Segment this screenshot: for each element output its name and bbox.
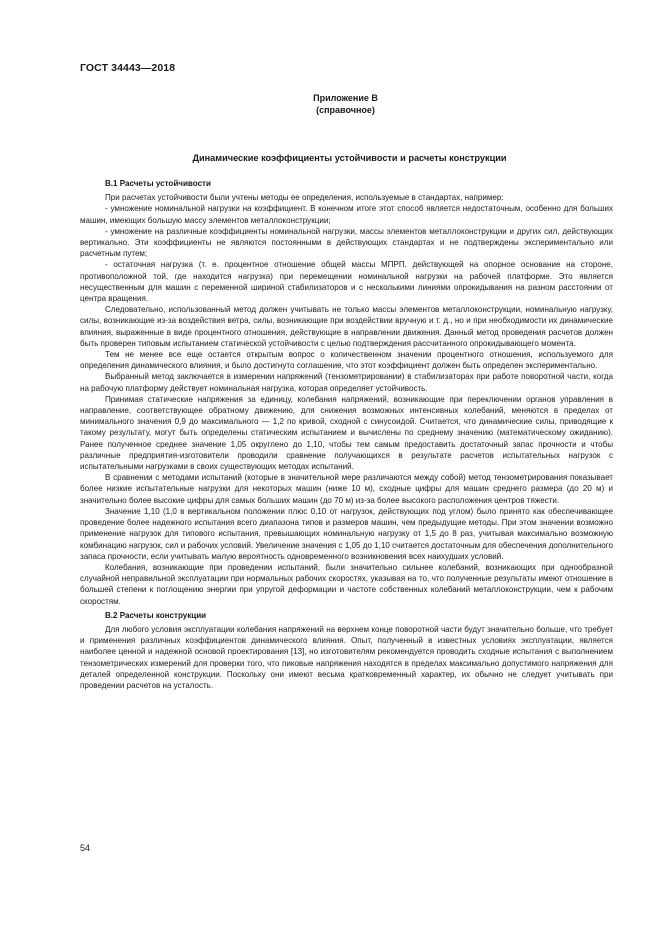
paragraph: Колебания, возникающие при проведении испытаний, были значительно сильнее колебаний, возникающих при однообразной случайной неправильной эксплуатации при нормальных рабочих скоростях, указывая на то, что полученные результаты имеют отношение в большей степени к поглощению энергии при упругой деформации и частоте собственных колебаний металлоконструкции, чем к рабочим скоростям.	[80, 562, 613, 606]
paragraph: - остаточная нагрузка (т. е. процентное отношение общей массы МПРП, действующей на опорное основание на стороне, противоположной той, где находится нагрузка) при перемещении номинальной нагрузки на рабочей платформе. Это является несущественным для машин с переменной шириной стабилизаторов и с несколькими линиями опрокидывания на разном расстоянии от центра вращения.	[80, 260, 613, 304]
section-heading-b2: В.2 Расчеты конструкции	[105, 610, 207, 620]
standard-header: ГОСТ 34443—2018	[80, 62, 176, 74]
appendix-label	[0, 92, 661, 116]
appendix-subtitle: (справочное)	[316, 105, 375, 115]
paragraph: Принимая статические напряжения за единицу, колебания напряжений, возникающие при переключении органов управления в направление, соответствующее обратному движению, для снижения возможных интенсивных колебаний, меняются в пределах от минимального значения 0,9 до максимального — 1,2 по кривой, сходной с синусоидой. Считается, что динамические силы, приводящие к такому результату, могут быть определены статическим испытанием и вычислены по среднему значению (математическому ожиданию). Ранее полученное среднее значение 1,05 округлено до 1,10, чтобы тем самым предоставить достаточный запас прочности и чтобы различные предприятия-изготовители проводили сравнение получающихся в результате расчетов испытательных нагрузок с испытательными нагрузками в своих существующих методах испытаний.	[80, 394, 613, 472]
appendix-title: Приложение В	[313, 93, 378, 103]
paragraph: В сравнении с методами испытаний (которые в значительной мере различаются между собой) метод тензометрирования показывает более низкие испытательные нагрузки для некоторых машин (ниже 10 м), сходные цифры для машин среднего размера (до 20 м) и значительно более высокие цифры для самых больших машин (до 70 м) из-за более высокого расположения центров тяжести.	[80, 473, 613, 505]
paragraph: При расчетах устойчивости были учтены методы ее определения, используемые в стандартах, например:	[105, 193, 504, 203]
document-body	[80, 178, 613, 691]
paragraph: Тем не менее все еще остается открытым вопрос о количественном значении процентного отношения, используемого для определения динамического влияния, и было достигнуто соглашение, что этот коэффициент должен быть определен экспериментально.	[80, 350, 613, 371]
paragraph: Выбранный метод заключается в измерении напряжений (тензометрировании) в стабилизаторах при работе поворотной части, когда на рабочую платформу действует номинальная нагрузка, которая определяет устойчивость.	[80, 372, 613, 393]
paragraph: - умножение номинальной нагрузки на коэффициент. В конечном итоге этот способ является недостаточным, особенно для больших машин, имеющих большую массу элементов металлоконструкции;	[80, 204, 613, 225]
document-title: Динамические коэффициенты устойчивости и расчеты конструкции	[192, 153, 507, 163]
page-number: 54	[80, 843, 91, 853]
section-heading-b1: В.1 Расчеты устойчивости	[105, 179, 211, 188]
paragraph: Для любого условия эксплуатации колебания напряжений на верхнем конце поворотной части будут значительно больше, что требует и применения различных коэффициентов динамического влияния. Опыт, полученный в известных условиях эксплуатации, является наиболее ценной и надежной основой проектирования [13], но изготовителям рекомендуется проводить сходные испытания с выполнением тензометрических измерений для проверки того, что пиковые напряжения находятся в пределах максимально допустимого напряжения для деталей определенной конструкции. Поскольку они имеют весьма кратковременный характер, их обычно не следует учитывать при проведении расчетов на усталость.	[80, 624, 613, 690]
paragraph: Значение 1,10 (1,0 в вертикальном положении плюс 0,10 от нагрузок, действующих под углом) было принято как обеспечивающее проведение более надежного испытания всего диапазона типов и размеров машин, чем предыдущие методы. При этом значении возможно применение нагрузок для типового испытания, превышающих номинальную нагрузку от 1,5 до 8 раз, учитывая максимально возможную комбинацию нагрузок, сил и рабочих условий. Увеличение значения с 1,05 до 1,10 считается достаточным для обеспечения дополнительного запаса прочности, если учитывать малую вероятность одновременного возникновения всех наихудших условий.	[80, 506, 613, 561]
paragraph: Следовательно, использованный метод должен учитывать не только массы элементов металлоконструкции, номинальную нагрузку, силы, возникающие из-за воздействия ветра, силы, возникающие при воздействии вручную и т. д., но и при необходимости их динамические влияния, выраженные в виде процентного отношения, действующие в направлении движения. Данный метод проведения расчетов должен быть проверен типовым испытанием статической устойчивости с целью подтверждения рассчитанного опрокидывающего момента.	[80, 305, 613, 348]
paragraph: - умножение на различные коэффициенты номинальной нагрузки, массы элементов металлоконструкции и других сил, действующих вертикально. Эти коэффициенты не являются постоянными в действующих стандартах и не подтверждены экспериментально или расчетным путем;	[80, 226, 613, 259]
